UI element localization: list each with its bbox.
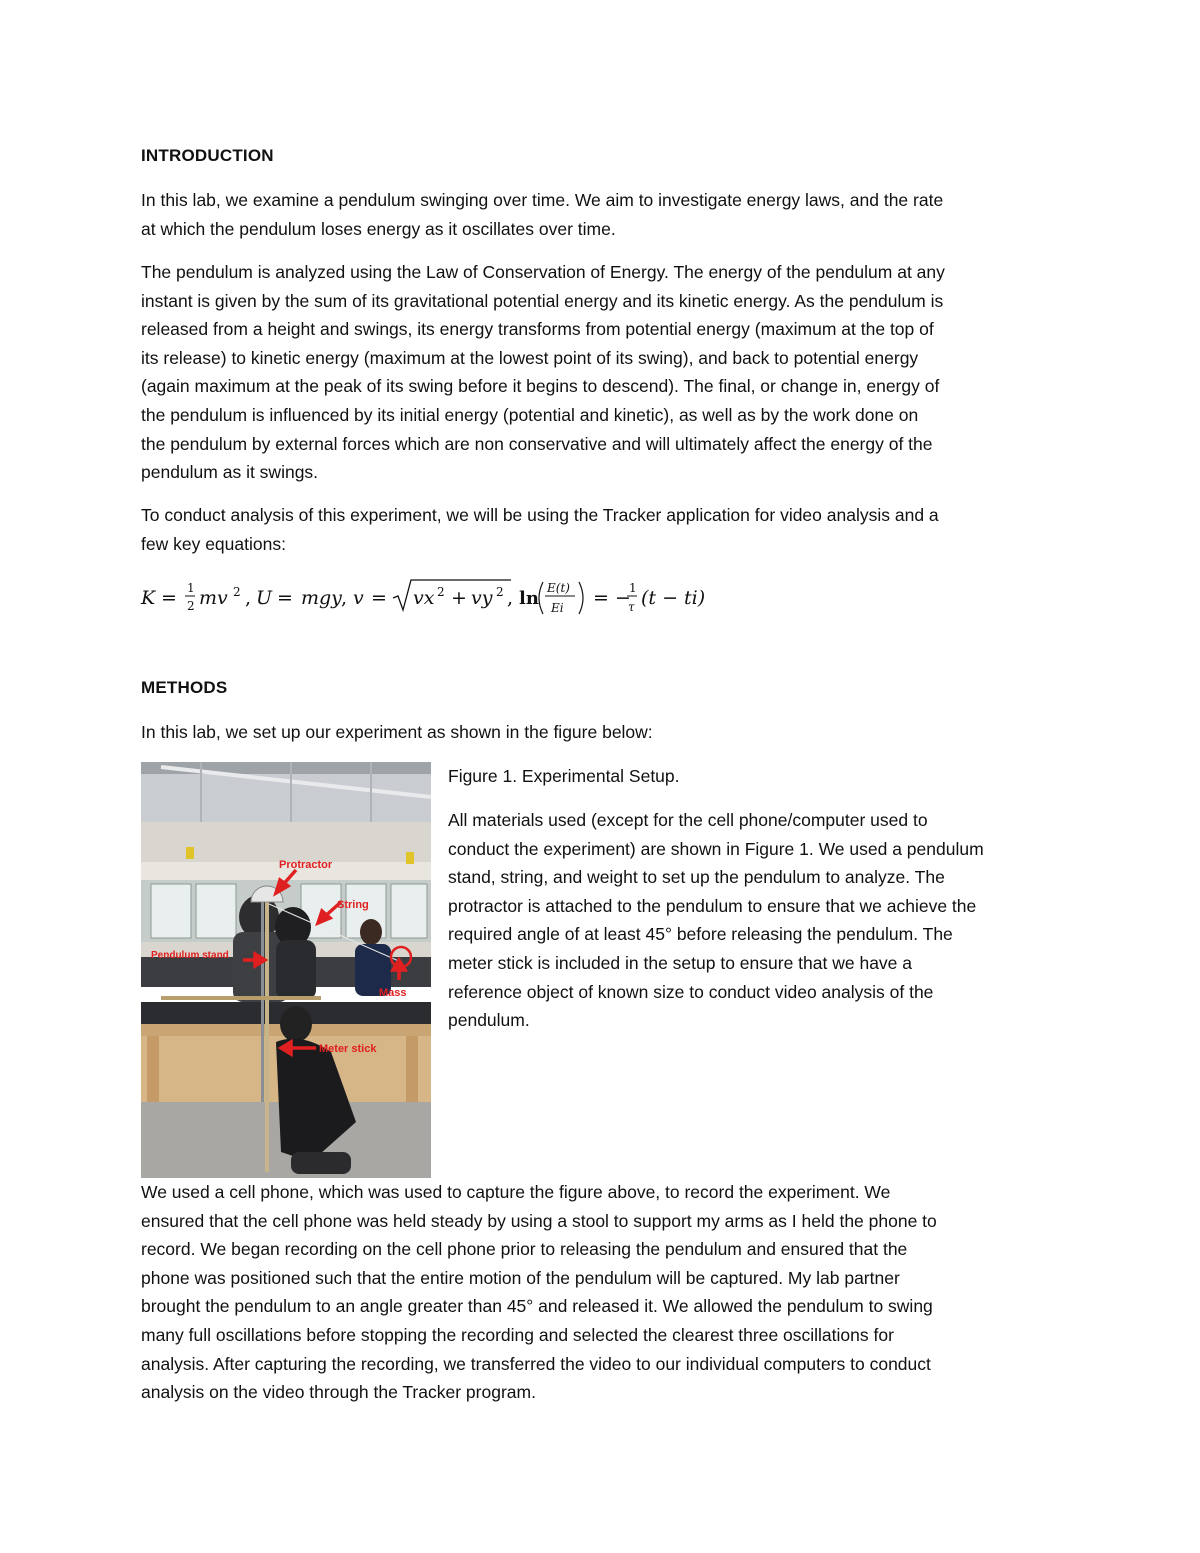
- label-meter-stick: Meter stick: [319, 1043, 377, 1055]
- eq-vy-sq: 2: [496, 585, 504, 599]
- text-line: We used a cell phone, which was used to capture the figure above, to record the experiment. We: [141, 1182, 891, 1202]
- figure-description: [448, 806, 1073, 1035]
- eq-time-term: (t − ti): [641, 587, 706, 609]
- figure-caption: [448, 762, 1073, 791]
- setup-photo-graphic: [141, 762, 431, 1178]
- eq-ei: Ei: [551, 601, 564, 615]
- methods-heading: METHODS: [141, 678, 228, 697]
- text-line: brought the pendulum to an angle greater than 45° and released it. We allowed the pendulum to swing: [141, 1296, 933, 1317]
- text-line: protractor is attached to the pendulum to ensure that we achieve the: [448, 895, 977, 916]
- label-mass: Mass: [379, 987, 407, 999]
- text-line: The pendulum is analyzed using the Law of Conservation of Energy. The energy of the pendulum at any: [141, 262, 945, 282]
- eq-u: U: [256, 587, 273, 609]
- intro-paragraph-3: [141, 501, 1071, 558]
- eq-tau: τ: [628, 600, 635, 614]
- intro-paragraph-2: [141, 258, 1071, 487]
- eq-vx-sq: 2: [437, 585, 445, 599]
- text-line: many full oscillations before stopping the recording and selected the clearest three oscillations for: [141, 1324, 894, 1345]
- eq-comma-3: ,: [507, 587, 514, 609]
- eq-comma-1: ,: [245, 587, 252, 609]
- eq-equals-1: =: [161, 587, 177, 609]
- text-line: analysis on the video through the Tracker program.: [141, 1382, 536, 1403]
- text-line: released from a height and swings, its energy transforms from potential energy (maximum at the top of: [141, 319, 934, 340]
- eq-minus: −: [615, 587, 631, 609]
- eq-equals-3: =: [371, 587, 387, 609]
- text-line: the pendulum is influenced by its initial energy (potential and kinetic), as well as by the work done on: [141, 404, 919, 425]
- eq-v: v: [353, 587, 364, 609]
- text-line: instant is given by the sum of its gravitational potential energy and its kinetic energy. As the pendulum is: [141, 290, 944, 311]
- text-line: record. We began recording on the cell phone prior to releasing the pendulum and ensured that the: [141, 1239, 908, 1260]
- text-line: conduct the experiment) are shown in Figure 1. We used a pendulum: [448, 838, 984, 859]
- eq-comma-2: ,: [341, 587, 348, 609]
- text-line: To conduct analysis of this experiment, we will be using the Tracker application for video analysis and a: [141, 505, 939, 525]
- text-line: pendulum.: [448, 1010, 530, 1031]
- text-line: the pendulum by external forces which are non conservative and will ultimately affect the energy of the: [141, 433, 933, 454]
- text-line: In this lab, we examine a pendulum swinging over time. We aim to investigate energy laws, and the rate: [141, 190, 944, 210]
- text-line: ensured that the cell phone was held steady by using a stool to support my arms as I held the phone to: [141, 1210, 937, 1231]
- key-equations: [141, 574, 781, 624]
- text-line: stand, string, and weight to set up the pendulum to analyze. The: [448, 867, 945, 888]
- eq-vy: vy: [471, 587, 493, 609]
- label-string: String: [337, 899, 369, 911]
- text-line: analysis. After capturing the recording, we transferred the video to our individual computers to conduct: [141, 1353, 931, 1374]
- eq-mv-sq: 2: [233, 585, 241, 599]
- label-pendulum-stand: Pendulum stand: [151, 950, 229, 961]
- eq-vx: vx: [413, 587, 435, 609]
- equation-graphic: [141, 574, 781, 624]
- introduction-heading: INTRODUCTION: [141, 146, 274, 165]
- eq-et: E(t): [547, 581, 570, 595]
- text-line: pendulum as it swings.: [141, 462, 319, 483]
- eq-tau-num: 1: [629, 581, 637, 595]
- eq-plus: +: [451, 587, 467, 609]
- text-line: at which the pendulum loses energy as it oscillates over time.: [141, 218, 616, 239]
- eq-equals-2: =: [277, 587, 293, 609]
- eq-mgy: mgy: [301, 587, 342, 609]
- text-line: meter stick is included in the setup to ensure that we have a: [448, 952, 913, 973]
- text-line: All materials used (except for the cell phone/computer used to: [448, 810, 928, 830]
- experimental-setup-photo: [141, 762, 431, 1178]
- methods-paragraph: [141, 1178, 1071, 1407]
- eq-ln: ln: [519, 588, 539, 609]
- text-line: In this lab, we set up our experiment as shown in the figure below:: [141, 722, 653, 742]
- text-line: Figure 1. Experimental Setup.: [448, 766, 680, 786]
- eq-k: K: [141, 587, 156, 609]
- eq-equals-4: =: [593, 587, 609, 609]
- text-line: (again maximum at the peak of its swing before it begins to descend). The final, or change in, energy of: [141, 376, 940, 397]
- methods-intro: [141, 718, 1071, 747]
- intro-paragraph-1: [141, 186, 1071, 243]
- label-protractor: Protractor: [279, 859, 333, 871]
- eq-mv: mv: [199, 587, 228, 609]
- text-line: required angle of at least 45° before releasing the pendulum. The: [448, 924, 953, 945]
- eq-half-den: 2: [187, 599, 195, 613]
- text-line: its release) to kinetic energy (maximum at the lowest point of its swing), and back to potential energy: [141, 347, 919, 368]
- text-line: few key equations:: [141, 533, 286, 554]
- text-line: phone was positioned such that the entire motion of the pendulum will be captured. My lab partner: [141, 1267, 900, 1288]
- eq-half-num: 1: [187, 581, 195, 595]
- text-line: reference object of known size to conduct video analysis of the: [448, 981, 934, 1002]
